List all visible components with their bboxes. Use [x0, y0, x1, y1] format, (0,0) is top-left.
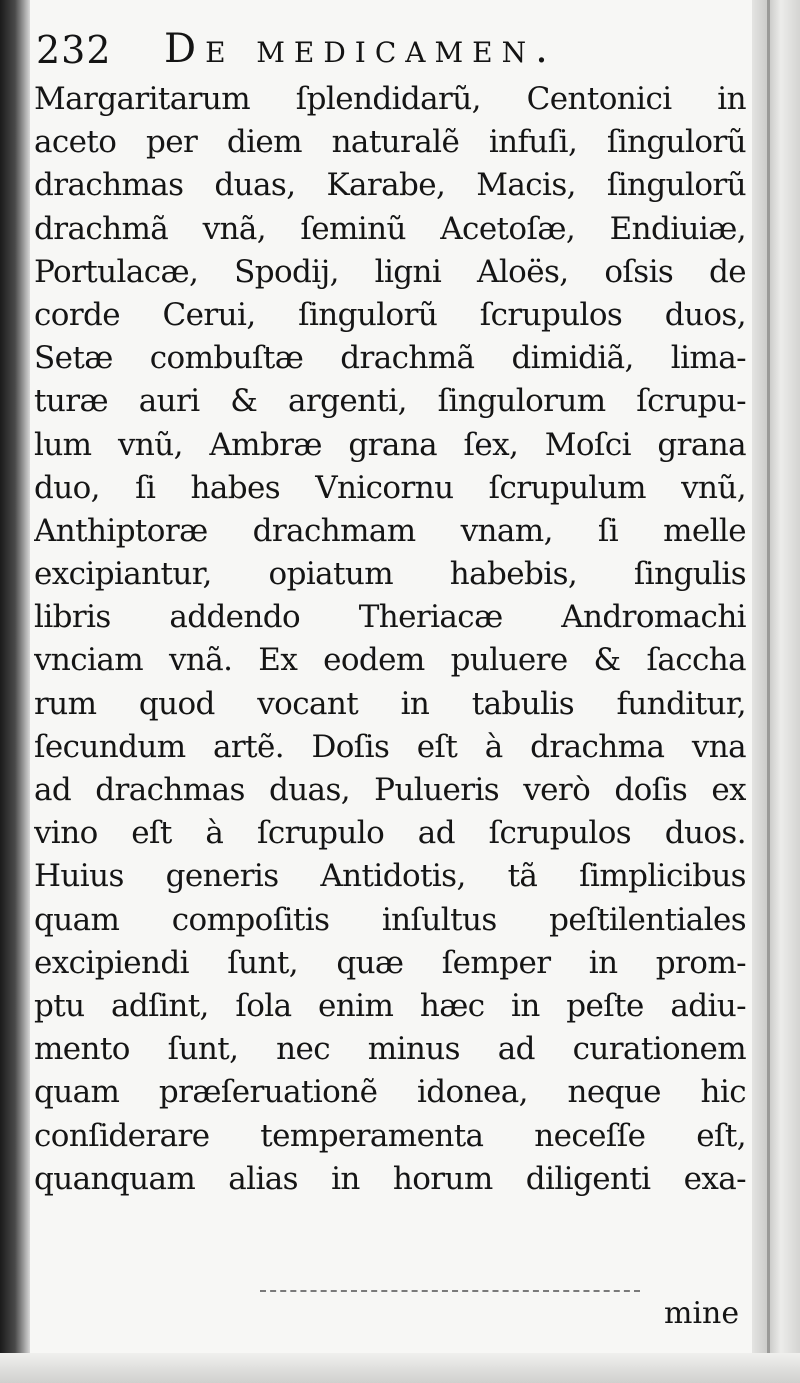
text-line: mento ſunt, nec minus ad curationem: [34, 1031, 746, 1068]
text-line: quanquam alias in horum diligenti exa-: [34, 1160, 746, 1197]
text-line: lum vnũ, Ambræ grana ſex, Moſci grana: [34, 426, 746, 463]
text-line: ptu adſint, ſola enim hæc in peſte adiu-: [34, 987, 746, 1024]
running-head: De medicamen.: [164, 26, 557, 72]
text-line: Margaritarum ſplendidarũ, Centonici in: [34, 81, 746, 117]
text-line: Setæ combuſtæ drachmã dimidiã, lima-: [34, 340, 746, 377]
catchword: mine: [664, 1296, 740, 1331]
text-line: quam compoſitis inſultus peſtilentiales: [34, 901, 746, 938]
page-edge-line: [767, 0, 770, 1383]
text-line: Portulacæ, Spodij, ligni Aloës, oſsis de: [34, 253, 746, 290]
text-line: Anthiptoræ drachmam vnam, ſi melle: [34, 512, 746, 549]
text-line: drachmã vnã, ſeminũ Acetoſæ, Endiuiæ,: [34, 210, 746, 247]
text-line: corde Cerui, ſingulorũ ſcrupulos duos,: [34, 296, 746, 333]
text-line: excipiantur, opiatum habebis, ſingulis: [34, 556, 746, 593]
text-line: excipiendi ſunt, quæ ſemper in prom-: [34, 944, 746, 981]
page-edge: [752, 0, 800, 1383]
text-line: vino eſt à ſcrupulo ad ſcrupulos duos.: [34, 815, 746, 852]
body-text: [34, 78, 746, 1201]
text-line: ſecundum artẽ. Doſis eſt à drachma vna: [34, 728, 746, 765]
text-line: quam præſeruationẽ idonea, neque hic: [34, 1074, 746, 1111]
page-bottom-shadow: [0, 1353, 800, 1383]
footer-rule: [260, 1290, 640, 1292]
page-header: [36, 22, 736, 76]
text-line: drachmas duas, Karabe, Macis, ſingulorũ: [34, 167, 746, 204]
text-line: duo, ſi habes Vnicornu ſcrupulum vnũ,: [34, 469, 746, 506]
text-line: turæ auri & argenti, ſingulorum ſcrupu-: [34, 383, 746, 420]
page-number: 232: [36, 28, 112, 72]
text-line: libris addendo Theriacæ Andromachi: [34, 599, 746, 636]
text-line: Huius generis Antidotis, tã ſimplicibus: [34, 858, 746, 895]
text-line: aceto per diem naturalẽ infuſi, ſingulorũ: [34, 124, 746, 161]
text-line: vnciam vnã. Ex eodem puluere & ſaccha: [34, 642, 746, 679]
binding-gutter: [0, 0, 30, 1383]
text-line: conſiderare temperamenta neceſſe eſt,: [34, 1117, 746, 1154]
text-line: ad drachmas duas, Pulueris verò doſis ex: [34, 772, 746, 808]
text-line: rum quod vocant in tabulis funditur,: [34, 685, 746, 722]
